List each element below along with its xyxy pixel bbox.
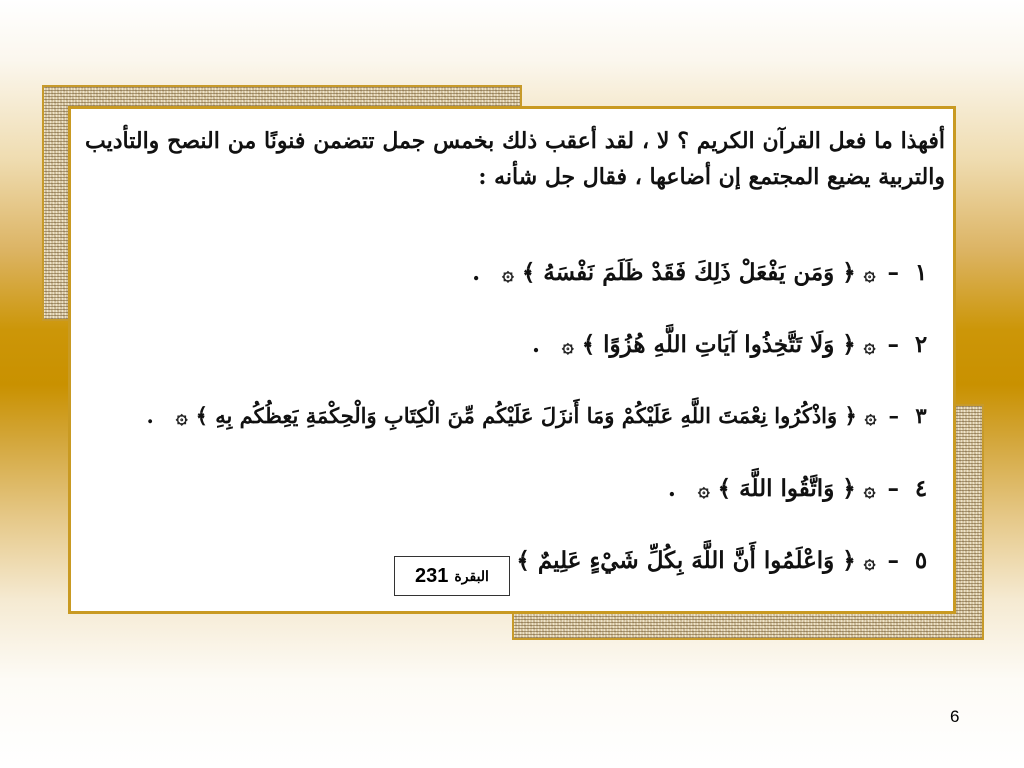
verse-stop: . bbox=[531, 331, 540, 358]
verse-1 bbox=[472, 259, 931, 286]
ornament-icon: ۞ bbox=[502, 260, 514, 285]
verse-dash: – bbox=[887, 331, 899, 358]
ornament-icon: ۞ bbox=[175, 403, 188, 428]
verse-number: ٢ bbox=[914, 331, 928, 358]
verse-number: ٣ bbox=[915, 403, 927, 428]
verse-number: ١ bbox=[914, 259, 928, 286]
verse-text: ﴿ وَاذْكُرُوا نِعْمَتَ اللَّهِ عَلَيْكُمْ وَمَا أَنزَلَ عَلَيْكُم مِّنَ الْكِتَابِ وَالْحِكْمَةِ يَعِظُكُم بِهِ ﴾ bbox=[195, 403, 857, 428]
verse-dash: – bbox=[888, 403, 899, 428]
ornament-icon: ۞ bbox=[864, 403, 877, 428]
verse-dash: – bbox=[887, 547, 899, 574]
intro-paragraph: أفهذا ما فعل القرآن الكريم ؟ لا ، لقد أعقب ذلك بخمس جمل تتضمن فنونًا من النصح والتأديب والتربية يضيع المجتمع إن أضاعها ، فقال جل شأنه : bbox=[85, 128, 946, 190]
reference-ayah: 231 bbox=[415, 564, 449, 587]
content-panel bbox=[68, 106, 956, 614]
ornament-icon: ۞ bbox=[697, 476, 710, 501]
reference-sura: البقرة bbox=[454, 567, 489, 584]
verse-stop: . bbox=[472, 259, 481, 286]
verse-dash: – bbox=[887, 259, 899, 286]
verse-stop: . bbox=[667, 475, 676, 502]
verse-3 bbox=[147, 403, 931, 428]
verse-4 bbox=[668, 475, 931, 502]
ornament-icon: ۞ bbox=[561, 332, 574, 357]
verse-stop: . bbox=[146, 403, 154, 428]
verse-number: ٤ bbox=[914, 475, 928, 502]
verse-text: ﴿ وَلَا تَتَّخِذُوا آيَاتِ اللَّهِ هُزُوًا ﴾ bbox=[581, 331, 856, 358]
verse-text: ﴿ وَاتَّقُوا اللَّهَ ﴾ bbox=[717, 475, 856, 502]
verse-2 bbox=[532, 331, 931, 358]
ornament-icon: ۞ bbox=[863, 260, 876, 285]
verse-number: ٥ bbox=[914, 547, 928, 574]
ornament-icon: ۞ bbox=[863, 548, 876, 573]
verse-dash: – bbox=[887, 475, 899, 502]
verse-5 bbox=[475, 547, 931, 574]
ornament-icon: ۞ bbox=[863, 332, 876, 357]
page-number: 6 bbox=[950, 707, 960, 726]
reference-box bbox=[394, 556, 510, 596]
verse-text: ﴿ وَمَن يَفْعَلْ ذَلِكَ فَقَدْ ظَلَمَ نَفْسَهُ ﴾ bbox=[521, 259, 856, 286]
ornament-icon: ۞ bbox=[863, 476, 876, 501]
verse-text: ﴿ وَاعْلَمُوا أَنَّ اللَّهَ بِكُلِّ شَيْءٍ عَلِيمٌ ﴾ bbox=[516, 547, 856, 574]
